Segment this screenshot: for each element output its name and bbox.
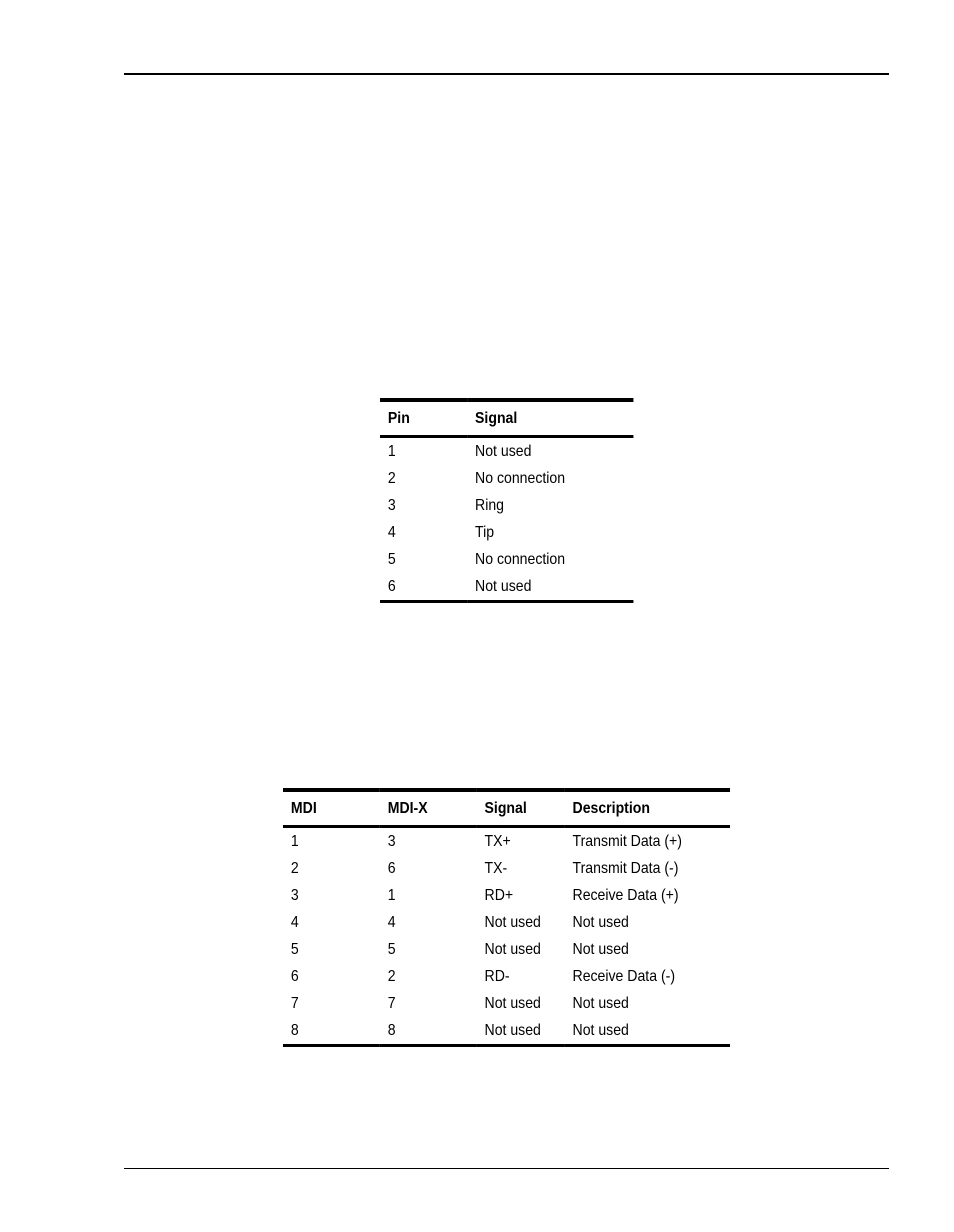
mdi-cell: 8: [283, 1017, 380, 1046]
mdi-cell: 3: [290, 886, 299, 904]
table-row: [283, 827, 730, 856]
table-row: [380, 492, 633, 519]
mdi-cell: 7: [290, 994, 299, 1012]
description-cell: Not used: [572, 994, 629, 1012]
column-header-pin: Pin: [380, 400, 467, 437]
telephone-pinout-table: [380, 398, 633, 603]
signal-cell: TX-: [484, 859, 508, 877]
mdi-x-cell: 2: [387, 967, 396, 985]
column-header-signal: Signal: [467, 400, 633, 437]
mdi-x-cell: 6: [387, 859, 396, 877]
table-header-row: [380, 400, 633, 437]
signal-cell: Ring: [475, 496, 504, 514]
table-header-row: [283, 790, 730, 827]
table-row: [380, 437, 633, 466]
table-row: [380, 546, 633, 573]
table-row: [283, 990, 730, 1017]
signal-cell: No connection: [475, 550, 566, 568]
signal-cell: RD+: [484, 886, 514, 904]
table-row: [283, 963, 730, 990]
pin-cell: 5: [387, 550, 396, 568]
ethernet-pinout-table: [283, 788, 730, 1047]
mdi-x-cell: 3: [387, 832, 396, 850]
signal-cell: Not used: [467, 573, 633, 602]
pin-cell: 6: [380, 573, 467, 602]
mdi-x-cell: 7: [387, 994, 396, 1012]
mdi-cell: 1: [290, 832, 299, 850]
mdi-cell: 6: [290, 967, 299, 985]
description-cell: Not used: [572, 940, 629, 958]
mdi-x-cell: 1: [387, 886, 396, 904]
description-cell: Not used: [572, 913, 629, 931]
mdi-x-cell: 8: [380, 1017, 477, 1046]
pin-cell: 3: [387, 496, 396, 514]
pin-cell: 4: [387, 523, 396, 541]
signal-cell: Not used: [477, 1017, 565, 1046]
table-row: [283, 936, 730, 963]
table-row: [380, 519, 633, 546]
description-cell: Transmit Data (-): [572, 859, 679, 877]
signal-cell: Not used: [484, 913, 541, 931]
column-header-signal: Signal: [477, 790, 565, 827]
signal-cell: No connection: [475, 469, 566, 487]
signal-cell: TX+: [484, 832, 511, 850]
table-row: [283, 855, 730, 882]
description-cell: Receive Data (-): [572, 967, 676, 985]
table-row: [380, 573, 633, 602]
description-cell: Transmit Data (+): [572, 832, 682, 850]
table-row: [283, 909, 730, 936]
mdi-x-cell: 4: [387, 913, 396, 931]
signal-cell: Tip: [475, 523, 495, 541]
signal-cell: Not used: [475, 442, 532, 460]
table-row: [283, 882, 730, 909]
signal-cell: RD-: [484, 967, 510, 985]
table-row: [283, 1017, 730, 1046]
table-row: [380, 465, 633, 492]
mdi-x-cell: 5: [387, 940, 396, 958]
description-cell: Not used: [565, 1017, 730, 1046]
signal-cell: Not used: [484, 940, 541, 958]
pin-cell: 1: [387, 442, 396, 460]
footer-rule: [124, 1168, 889, 1169]
header-rule: [124, 73, 889, 75]
column-header-mdi-x: MDI-X: [380, 790, 477, 827]
column-header-description: Description: [565, 790, 730, 827]
column-header-mdi: MDI: [283, 790, 380, 827]
mdi-cell: 4: [290, 913, 299, 931]
mdi-cell: 5: [290, 940, 299, 958]
pin-cell: 2: [387, 469, 396, 487]
signal-cell: Not used: [484, 994, 541, 1012]
description-cell: Receive Data (+): [572, 886, 679, 904]
mdi-cell: 2: [290, 859, 299, 877]
